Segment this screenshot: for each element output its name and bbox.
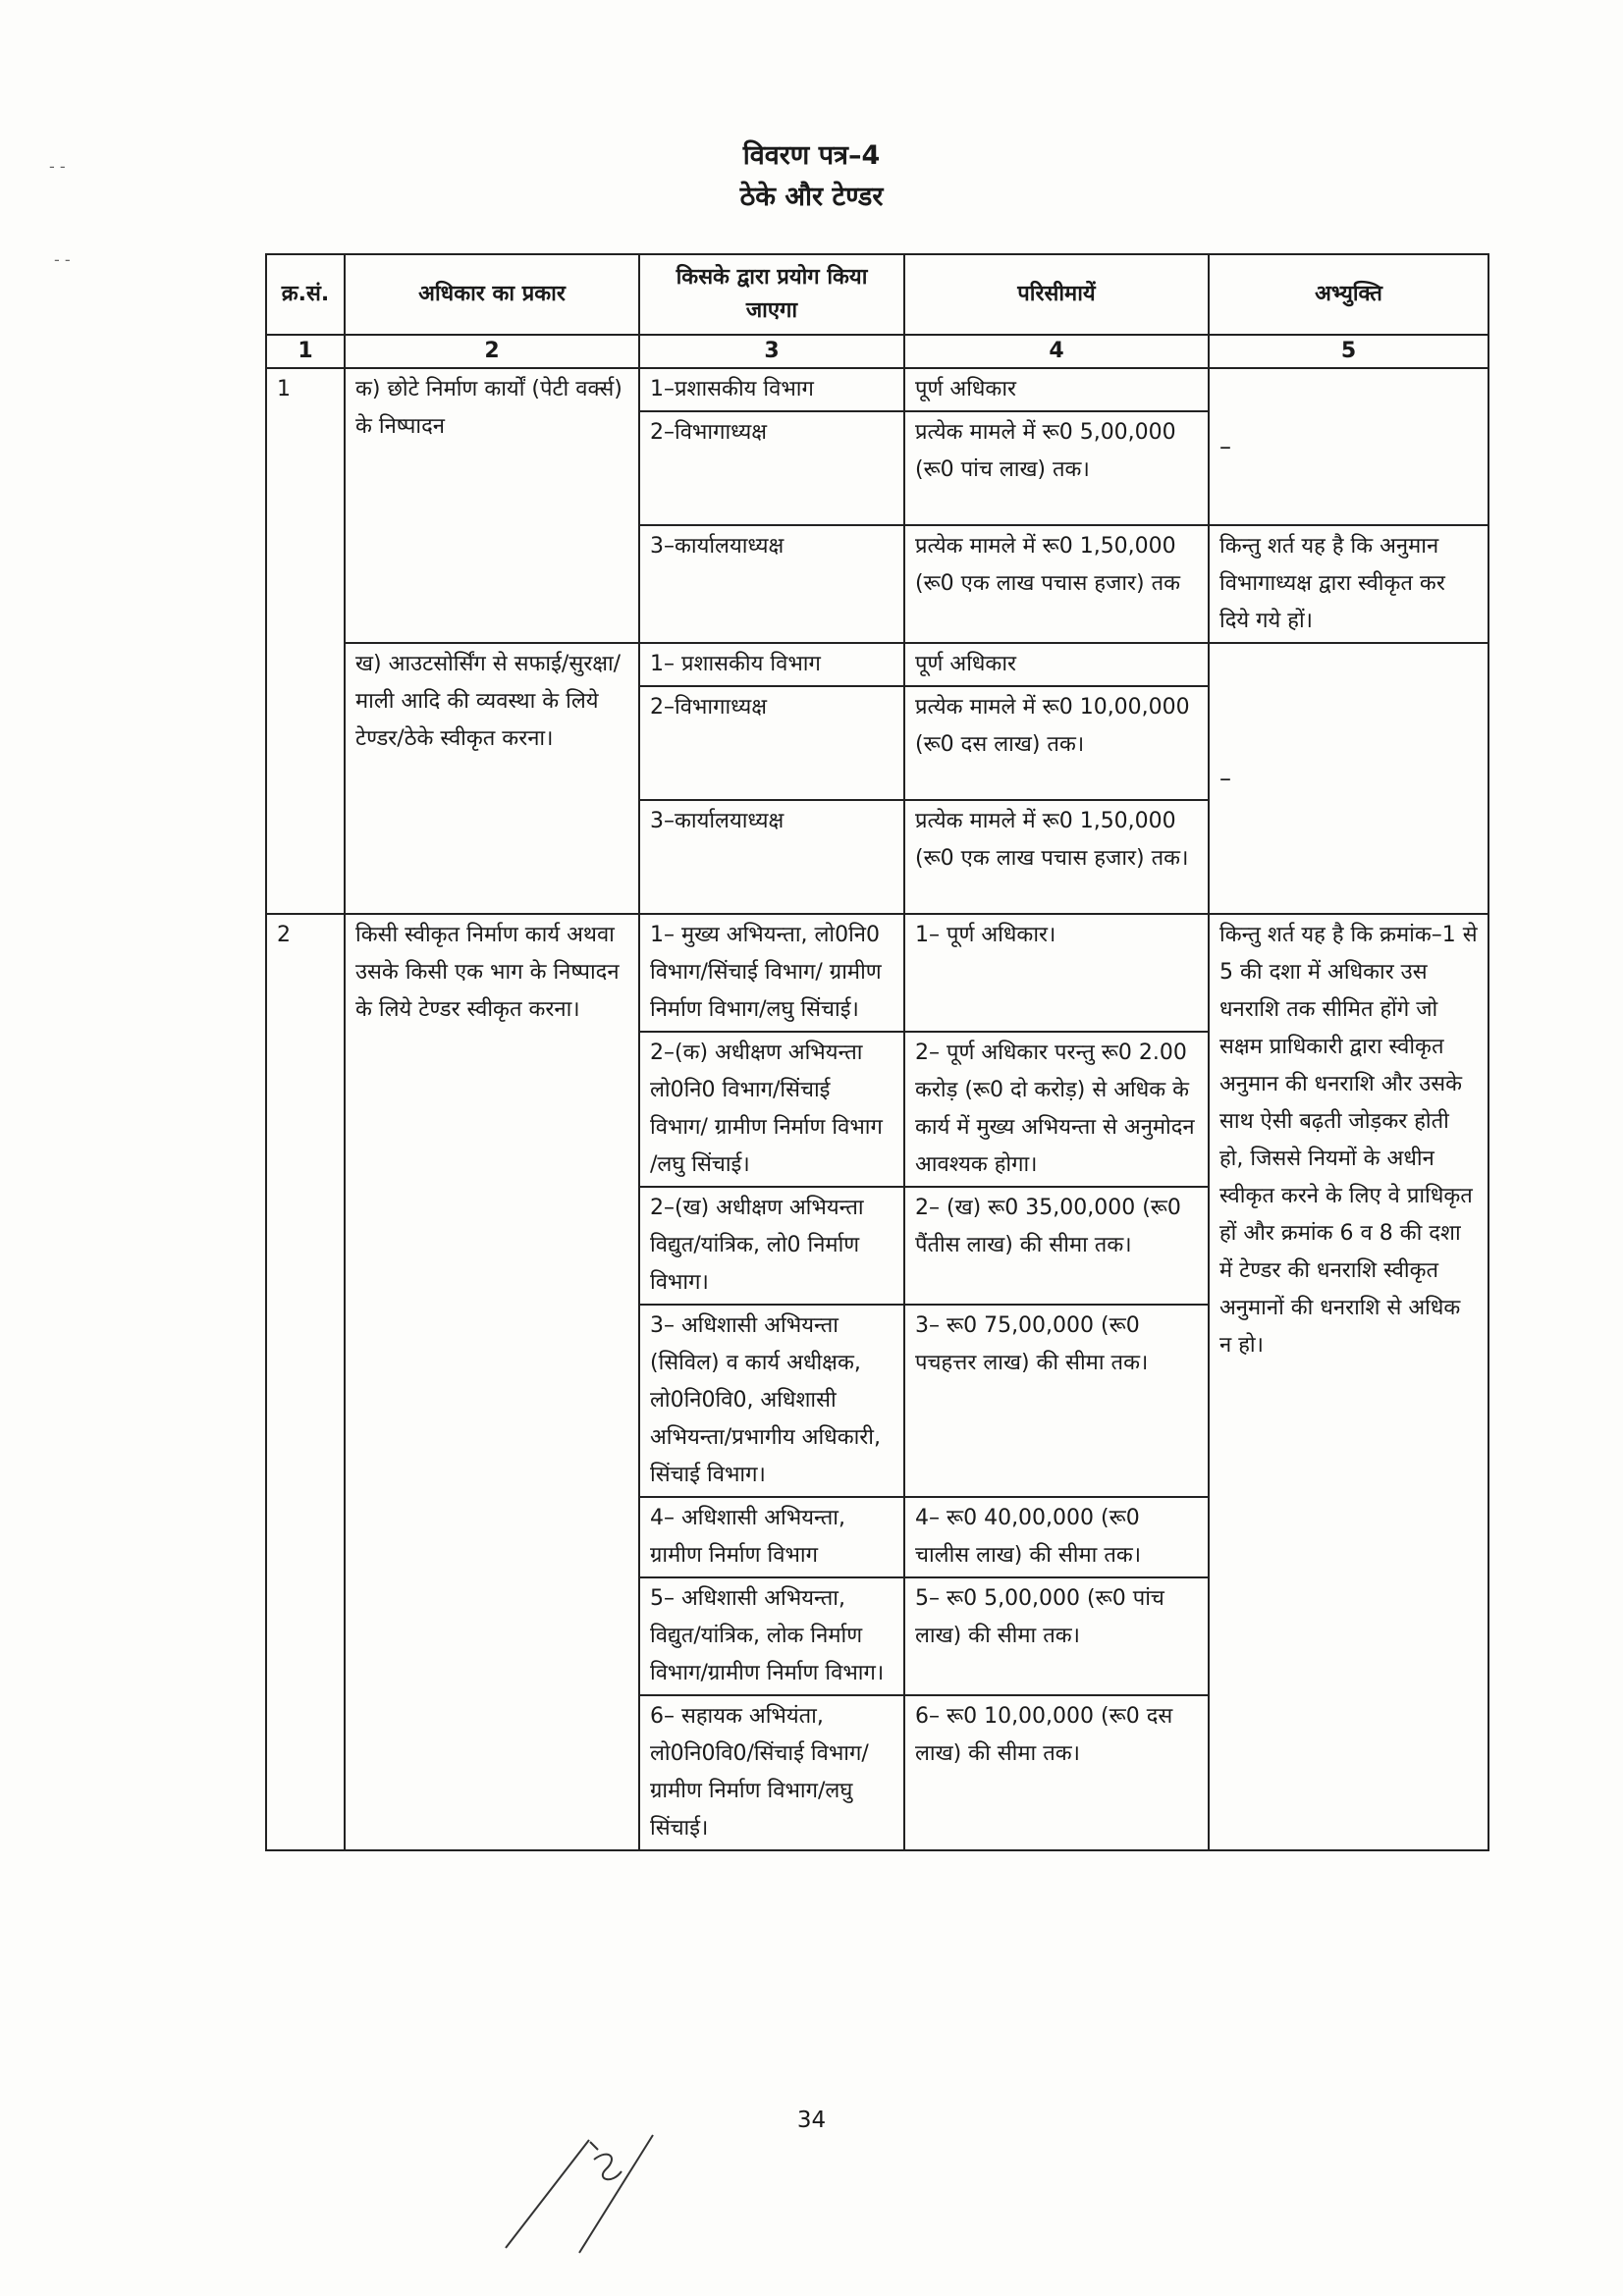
exercised-by-cell: 3–कार्यालयाध्यक्ष: [639, 525, 904, 643]
column-number-row: [266, 335, 1488, 368]
page-number: 34: [796, 2108, 827, 2133]
limit-cell: 5– रू0 5,00,000 (रू0 पांच लाख) की सीमा तक।: [904, 1577, 1209, 1695]
limit-cell: पूर्ण अधिकार: [904, 368, 1209, 411]
limit-cell: प्रत्येक मामले में रू0 5,00,000 (रू0 पांच लाख) तक।: [904, 411, 1209, 525]
limit-cell: प्रत्येक मामले में रू0 10,00,000 (रू0 दस लाख) तक।: [904, 686, 1209, 800]
limit-cell: 2– (ख) रू0 35,00,000 (रू0 पैंतीस लाख) की सीमा तक।: [904, 1187, 1209, 1305]
power-type-cell: क) छोटे निर्माण कार्यों (पेटी वर्क्स) के निष्पादन: [345, 368, 639, 643]
col-header-limits: परिसीमायें: [904, 254, 1209, 335]
table-row: [266, 914, 1488, 1032]
handwritten-signature: [496, 2120, 673, 2258]
serial-cell: 2: [266, 914, 345, 1850]
col-number: 4: [904, 335, 1209, 368]
document-title: विवरण पत्र–4: [742, 140, 881, 171]
tender-powers-table: [265, 253, 1489, 1851]
col-number: 5: [1209, 335, 1488, 368]
exercised-by-cell: 2–विभागाध्यक्ष: [639, 411, 904, 525]
limit-cell: 4– रू0 40,00,000 (रू0 चालीस लाख) की सीमा तक।: [904, 1497, 1209, 1577]
remark-dash: –: [1209, 368, 1488, 525]
col-header-power-type: अधिकार का प्रकार: [345, 254, 639, 335]
exercised-by-cell: 1–प्रशासकीय विभाग: [639, 368, 904, 411]
limit-cell: प्रत्येक मामले में रू0 1,50,000 (रू0 एक लाख पचास हजार) तक।: [904, 800, 1209, 914]
document-subtitle: ठेके और टेण्डर: [739, 182, 884, 212]
power-type-cell: किसी स्वीकृत निर्माण कार्य अथवा उसके किसी एक भाग के निष्पादन के लिये टेण्डर स्वीकृत करना।: [345, 914, 639, 1850]
exercised-by-cell: 2–(क) अधीक्षण अभियन्ता लो0नि0 विभाग/सिंचाई विभाग/ ग्रामीण निर्माण विभाग /लघु सिंचाई।: [639, 1032, 904, 1187]
col-number: 1: [266, 335, 345, 368]
exercised-by-cell: 6– सहायक अभियंता, लो0नि0वि0/सिंचाई विभाग/ ग्रामीण निर्माण विभाग/लघु सिंचाई।: [639, 1695, 904, 1850]
exercised-by-cell: 1– प्रशासकीय विभाग: [639, 643, 904, 686]
table-header-row: [266, 254, 1488, 335]
remark-cell: किन्तु शर्त यह है कि अनुमान विभागाध्यक्ष द्वारा स्वीकृत कर दिये गये हों।: [1209, 525, 1488, 643]
col-header-remarks: अभ्युक्ति: [1209, 254, 1488, 335]
table-row: [266, 643, 1488, 686]
col-number: 2: [345, 335, 639, 368]
exercised-by-cell: 3– अधिशासी अभियन्ता (सिविल) व कार्य अधीक्षक, लो0नि0वि0, अधिशासी अभियन्ता/प्रभागीय अधिकारी, सिंचाई विभाग।: [639, 1305, 904, 1497]
limit-cell: 1– पूर्ण अधिकार।: [904, 914, 1209, 1032]
limit-cell: 3– रू0 75,00,000 (रू0 पचहत्तर लाख) की सीमा तक।: [904, 1305, 1209, 1497]
exercised-by-cell: 2–(ख) अधीक्षण अभियन्ता विद्युत/यांत्रिक, लो0 निर्माण विभाग।: [639, 1187, 904, 1305]
col-header-exercised-by: किसके द्वारा प्रयोग किया जाएगा: [639, 254, 904, 335]
limit-cell: प्रत्येक मामले में रू0 1,50,000 (रू0 एक लाख पचास हजार) तक: [904, 525, 1209, 643]
exercised-by-cell: 4– अधिशासी अभियन्ता, ग्रामीण निर्माण विभाग: [639, 1497, 904, 1577]
limit-cell: 2– पूर्ण अधिकार परन्तु रू0 2.00 करोड़ (रू0 दो करोड़) से अधिक के कार्य में मुख्य अभियन्ता से अनुमोदन आवश्यक होगा।: [904, 1032, 1209, 1187]
exercised-by-cell: 2–विभागाध्यक्ष: [639, 686, 904, 800]
remark-dash: –: [1209, 643, 1488, 914]
limit-cell: 6– रू0 10,00,000 (रू0 दस लाख) की सीमा तक।: [904, 1695, 1209, 1850]
col-number: 3: [639, 335, 904, 368]
scan-mark: - -: [54, 250, 71, 269]
serial-cell: 1: [266, 368, 345, 914]
col-header-serial: क्र.सं.: [266, 254, 345, 335]
limit-cell: पूर्ण अधिकार: [904, 643, 1209, 686]
exercised-by-cell: 5– अधिशासी अभियन्ता, विद्युत/यांत्रिक, लोक निर्माण विभाग/ग्रामीण निर्माण विभाग।: [639, 1577, 904, 1695]
table-row: [266, 368, 1488, 411]
exercised-by-cell: 1– मुख्य अभियन्ता, लो0नि0 विभाग/सिंचाई विभाग/ ग्रामीण निर्माण विभाग/लघु सिंचाई।: [639, 914, 904, 1032]
remark-cell: किन्तु शर्त यह है कि क्रमांक–1 से 5 की दशा में अधिकार उस धनराशि तक सीमित होंगे जो सक्षम प्राधिकारी द्वारा स्वीकृत अनुमान की धनराशि और उसके साथ ऐसी बढ़ती जोड़कर होती हो, जिससे नियमों के अधीन स्वीकृत करने के लिए वे प्राधिकृत हों और क्रमांक 6 व 8 की दशा में टेण्डर की धनराशि स्वीकृत अनुमानों की धनराशि से अधिक न हो।: [1209, 914, 1488, 1850]
power-type-cell: ख) आउटसोर्सिंग से सफाई/सुरक्षा/माली आदि की व्यवस्था के लिये टेण्डर/ठेके स्वीकृत करना।: [345, 643, 639, 914]
exercised-by-cell: 3–कार्यालयाध्यक्ष: [639, 800, 904, 914]
scan-mark: - -: [49, 157, 66, 176]
